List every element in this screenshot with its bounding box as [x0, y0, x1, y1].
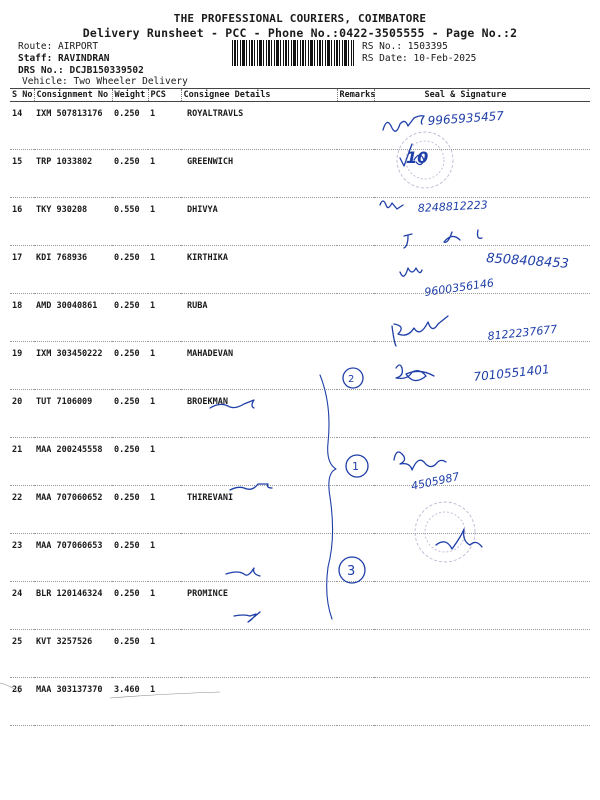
cell-pcs: 1 — [148, 150, 181, 198]
cell-consignee: THIREVANI — [181, 486, 337, 534]
table-row — [10, 534, 590, 582]
cell-consignee: BROEKMAN — [181, 390, 337, 438]
cell-signature — [374, 198, 590, 246]
table-row — [10, 150, 590, 198]
table-row — [10, 342, 590, 390]
cell-weight: 0.250 — [112, 438, 148, 486]
cell-signature — [374, 246, 590, 294]
cell-signature — [374, 438, 590, 486]
cell-consignee: GREENWICH — [181, 150, 337, 198]
cell-consignment: IXM 303450222 — [34, 342, 112, 390]
cell-consignment: TUT 7106009 — [34, 390, 112, 438]
cell-sno: 16 — [10, 198, 34, 246]
cell-pcs: 1 — [148, 246, 181, 294]
cell-sno: 20 — [10, 390, 34, 438]
cell-signature — [374, 390, 590, 438]
runsheet-table — [10, 88, 590, 726]
cell-consignee — [181, 630, 337, 678]
cell-consignee: DHIVYA — [181, 198, 337, 246]
cell-consignee — [181, 678, 337, 726]
cell-weight: 0.250 — [112, 102, 148, 150]
cell-consignment: TRP 1033802 — [34, 150, 112, 198]
cell-weight: 0.250 — [112, 342, 148, 390]
cell-signature — [374, 150, 590, 198]
cell-consignment: AMD 30040861 — [34, 294, 112, 342]
cell-signature — [374, 678, 590, 726]
cell-pcs: 1 — [148, 534, 181, 582]
cell-consignee: RUBA — [181, 294, 337, 342]
cell-consignment: MAA 200245558 — [34, 438, 112, 486]
cell-sno: 21 — [10, 438, 34, 486]
cell-signature — [374, 342, 590, 390]
handwritten-mark: 10 — [406, 148, 429, 167]
cell-remarks — [337, 390, 374, 438]
col-consignee: Consignee Details — [181, 89, 337, 102]
cell-weight: 0.250 — [112, 294, 148, 342]
table-row — [10, 678, 590, 726]
cell-sno: 15 — [10, 150, 34, 198]
cell-pcs: 1 — [148, 582, 181, 630]
cell-consignment: MAA 707060652 — [34, 486, 112, 534]
cell-pcs: 1 — [148, 678, 181, 726]
cell-pcs: 1 — [148, 198, 181, 246]
cell-weight: 0.550 — [112, 198, 148, 246]
cell-pcs: 1 — [148, 102, 181, 150]
cell-weight: 0.250 — [112, 582, 148, 630]
cell-consignee — [181, 534, 337, 582]
table-row — [10, 246, 590, 294]
cell-consignment: MAA 707060653 — [34, 534, 112, 582]
col-pcs: PCS — [148, 89, 181, 102]
cell-consignment: BLR 120146324 — [34, 582, 112, 630]
cell-remarks — [337, 294, 374, 342]
cell-signature — [374, 582, 590, 630]
cell-weight: 3.460 — [112, 678, 148, 726]
cell-weight: 0.250 — [112, 150, 148, 198]
cell-remarks — [337, 198, 374, 246]
col-remarks: Remarks — [337, 89, 374, 102]
cell-sno: 23 — [10, 534, 34, 582]
cell-pcs: 1 — [148, 294, 181, 342]
table-row — [10, 438, 590, 486]
cell-remarks — [337, 534, 374, 582]
route-label: Route: AIRPORT — [18, 41, 99, 52]
handwritten-phone: 9965935457 — [427, 108, 505, 128]
cell-consignment: TKY 930208 — [34, 198, 112, 246]
cell-sno: 22 — [10, 486, 34, 534]
cell-remarks — [337, 630, 374, 678]
rs-date: RS Date: 10-Feb-2025 — [362, 53, 477, 64]
cell-sno: 26 — [10, 678, 34, 726]
cell-weight: 0.250 — [112, 246, 148, 294]
handwritten-phone: 7010551401 — [472, 362, 551, 384]
cell-weight: 0.250 — [112, 390, 148, 438]
cell-remarks — [337, 150, 374, 198]
drs-number: DRS No.: DCJB150339502 — [18, 65, 144, 76]
cell-weight: 0.250 — [112, 534, 148, 582]
cell-pcs: 1 — [148, 438, 181, 486]
col-sno: S No — [12, 90, 33, 100]
col-consignment: Consignment No — [34, 89, 112, 102]
cell-consignment: KVT 3257526 — [34, 630, 112, 678]
count-circle-label: 3 — [347, 564, 356, 579]
table-header-row — [10, 89, 590, 102]
staff-label: Staff: RAVINDRAN — [18, 53, 110, 64]
cell-weight: 0.250 — [112, 486, 148, 534]
company-name: THE PROFESSIONAL COURIERS, COIMBATORE — [173, 12, 427, 25]
cell-sno: 14 — [10, 102, 34, 150]
table-row — [10, 390, 590, 438]
cell-pcs: 1 — [148, 486, 181, 534]
cell-sno: 25 — [10, 630, 34, 678]
cell-signature — [374, 486, 590, 534]
vehicle-label: Vehicle: Two Wheeler Delivery — [22, 76, 188, 87]
cell-consignee — [181, 438, 337, 486]
cell-remarks — [337, 582, 374, 630]
count-circle-label: 2 — [348, 374, 355, 385]
cell-sno: 17 — [10, 246, 34, 294]
cell-sno: 19 — [10, 342, 34, 390]
runsheet-title: Delivery Runsheet - PCC - Phone No.:0422-3505555 - Page No.:2 — [82, 26, 518, 40]
cell-remarks — [337, 246, 374, 294]
handwritten-phone: 8122237677 — [486, 322, 558, 343]
cell-signature — [374, 102, 590, 150]
cell-consignment: KDI 768936 — [34, 246, 112, 294]
table-row — [10, 486, 590, 534]
cell-consignee: PROMINCE — [181, 582, 337, 630]
cell-sno: 18 — [10, 294, 34, 342]
cell-pcs: 1 — [148, 390, 181, 438]
table-row — [10, 294, 590, 342]
cell-signature — [374, 630, 590, 678]
cell-pcs: 1 — [148, 342, 181, 390]
table-row — [10, 582, 590, 630]
handwritten-phone: 9600356146 — [423, 276, 495, 299]
cell-consignee: MAHADEVAN — [181, 342, 337, 390]
table-row — [10, 198, 590, 246]
handwritten-phone: 8248812223 — [417, 198, 489, 215]
cell-sno: 24 — [10, 582, 34, 630]
cell-remarks — [337, 678, 374, 726]
barcode — [232, 40, 354, 66]
cell-remarks — [337, 486, 374, 534]
col-weight: Weight — [112, 89, 148, 102]
cell-consignment: IXM 507813176 — [34, 102, 112, 150]
cell-consignee: KIRTHIKA — [181, 246, 337, 294]
cell-remarks — [337, 102, 374, 150]
cell-signature — [374, 294, 590, 342]
handwritten-phone: 8508408453 — [485, 251, 570, 272]
table-row — [10, 102, 590, 150]
handwritten-phone: 4505987 — [409, 470, 461, 493]
cell-weight: 0.250 — [112, 630, 148, 678]
col-seal: Seal & Signature — [374, 89, 590, 102]
count-circle-label: 1 — [352, 460, 359, 473]
rs-number: RS No.: 1503395 — [362, 41, 448, 52]
cell-pcs: 1 — [148, 630, 181, 678]
cell-consignment: MAA 303137370 — [34, 678, 112, 726]
cell-signature — [374, 534, 590, 582]
cell-remarks — [337, 438, 374, 486]
cell-remarks — [337, 342, 374, 390]
table-row — [10, 630, 590, 678]
cell-consignee: ROYALTRAVLS — [181, 102, 337, 150]
